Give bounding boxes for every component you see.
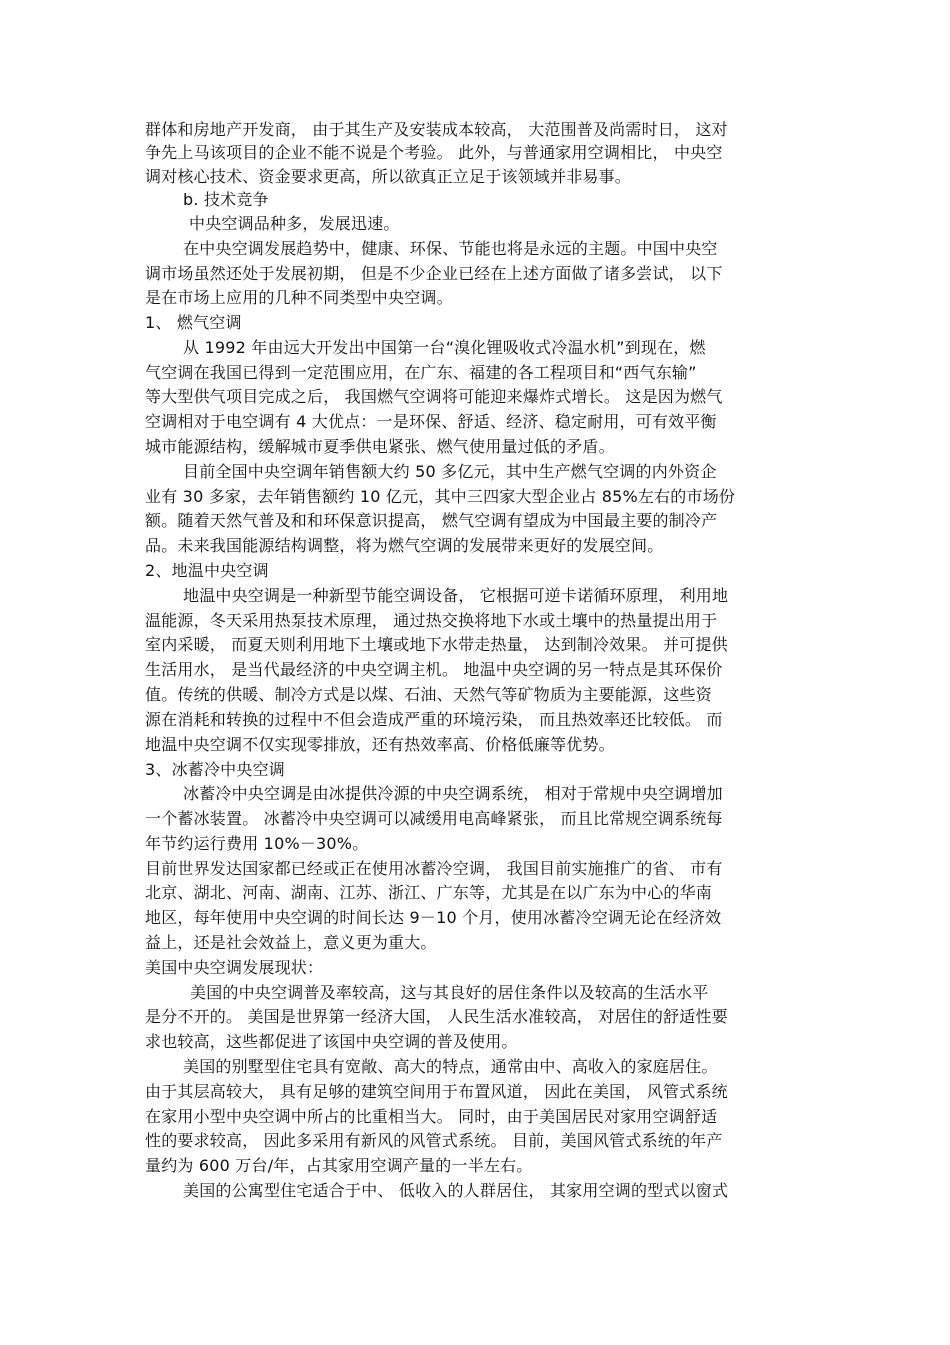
text-line: 量约为 600 万台/年，占其家用空调产量的一半左右。 [145,1156,533,1175]
text-line: 值。传统的供暖、制冷方式是以煤、石油、天然气等矿物质为主要能源，这些资 [145,685,713,704]
text-line: 益上，还是社会效益上，意义更为重大。 [145,933,437,952]
section-heading: 1、 燃气空调 [145,313,242,332]
text-line: 调市场虽然还处于发展初期， 但是不少企业已经在上述方面做了诸多尝试， 以下 [145,264,723,283]
text-line: 是分不开的。 美国是世界第一经济大国， 人民生活水准较高， 对居住的舒适性要 [145,1007,728,1026]
text-line: 一个蓄冰装置。 冰蓄冷中央空调可以减缓用电高峰紧张， 而且比常规空调系统每 [145,809,723,828]
text-line: 业有 30 多家，去年销售额约 10 亿元，其中三四家大型企业占 85%左右的市场份 [145,487,736,506]
text-line: 群体和房地产开发商， 由于其生产及安装成本较高， 大范围普及尚需时日， 这对 [145,120,728,139]
text-line: 美国的公寓型住宅适合于中、 低收入的人群居住， 其家用空调的型式以窗式 [183,1181,729,1200]
text-line: 室内采暖， 而夏天则利用地下土壤或地下水带走热量， 达到制冷效果。 并可提供 [145,635,728,654]
text-line: 求也较高，这些都促进了该国中央空调的普及使用。 [145,1032,518,1051]
text-line: 中央空调品种多，发展迅速。 [189,214,400,233]
text-line: 美国的别墅型住宅具有宽敞、高大的特点，通常由中、高收入的家庭居住。 [183,1057,718,1076]
text-line: 城市能源结构，缓解城市夏季供电紧张、燃气使用量过低的矛盾。 [145,437,615,456]
text-line: 额。随着天然气普及和和环保意识提高， 燃气空调有望成为中国最主要的制冷产 [145,511,718,530]
text-line: 从 1992 年由远大开发出中国第一台“溴化锂吸收式冷温水机”到现在，燃 [183,338,706,357]
text-line: 气空调在我国已得到一定范围应用，在广东、福建的各工程项目和“西气东输” [145,363,697,382]
text-line: 美国的中央空调普及率较高，这与其良好的居住条件以及较高的生活水平 [190,983,709,1002]
text-line: 地温中央空调是一种新型节能空调设备， 它根据可逆卡诺循环原理， 利用地 [183,586,729,605]
text-line: 等大型供气项目完成之后， 我国燃气空调将可能迎来爆炸式增长。 这是因为燃气 [145,387,723,406]
text-line: 冰蓄冷中央空调是由冰提供冷源的中央空调系统， 相对于常规中央空调增加 [183,784,723,803]
text-line: 由于其层高较大， 具有足够的建筑空间用于布置风道， 因此在美国， 风管式系统 [145,1082,728,1101]
text-line: 生活用水， 是当代最经济的中央空调主机。 地温中央空调的另一特点是其环保价 [145,660,723,679]
section-heading: b. 技术竞争 [183,190,269,209]
text-line: 品。未来我国能源结构调整，将为燃气空调的发展带来更好的发展空间。 [145,536,664,555]
text-line: 温能源，冬天采用热泵技术原理， 通过热交换将地下水或土壤中的热量提出用于 [145,611,718,630]
text-line: 在家用小型中央空调中所占的比重相当大。 同时，由于美国居民对家用空调舒适 [145,1107,718,1126]
section-heading: 美国中央空调发展现状： [145,958,324,977]
text-line: 性的要求较高， 因此多采用有新风的风管式系统。 目前，美国风管式系统的年产 [145,1131,723,1150]
text-line: 地温中央空调不仅实现零排放，还有热效率高、价格低廉等优势。 [145,735,615,754]
text-line: 北京、湖北、河南、湖南、江苏、浙江、广东等，尤其是在以广东为中心的华南 [145,883,713,902]
text-line: 源在消耗和转换的过程中不但会造成严重的环境污染， 而且热效率还比较低。 而 [145,710,723,729]
text-line: 目前全国中央空调年销售额大约 50 多亿元，其中生产燃气空调的内外资企 [183,462,717,481]
text-line: 空调相对于电空调有 4 大优点：一是环保、舒适、经济、稳定耐用，可有效平衡 [145,412,717,431]
section-heading: 3、冰蓄冷中央空调 [145,760,285,779]
text-line: 目前世界发达国家都已经或正在使用冰蓄冷空调， 我国目前实施推广的省、 市有 [145,859,723,878]
text-line: 调对核心技术、资金要求更高，所以欲真正立足于该领域并非易事。 [145,167,632,186]
section-heading: 2、地温中央空调 [145,561,269,580]
text-line: 争先上马该项目的企业不能不说是个考验。 此外，与普通家用空调相比， 中央空 [145,143,723,162]
text-line: 在中央空调发展趋势中，健康、环保、节能也将是永远的主题。中国中央空 [183,239,718,258]
text-line: 年节约运行费用 10%－30%。 [145,834,369,853]
text-line: 地区，每年使用中央空调的时间长达 9－10 个月，使用冰蓄冷空调无论在经济效 [145,908,722,927]
text-line: 是在市场上应用的几种不同类型中央空调。 [145,288,453,307]
